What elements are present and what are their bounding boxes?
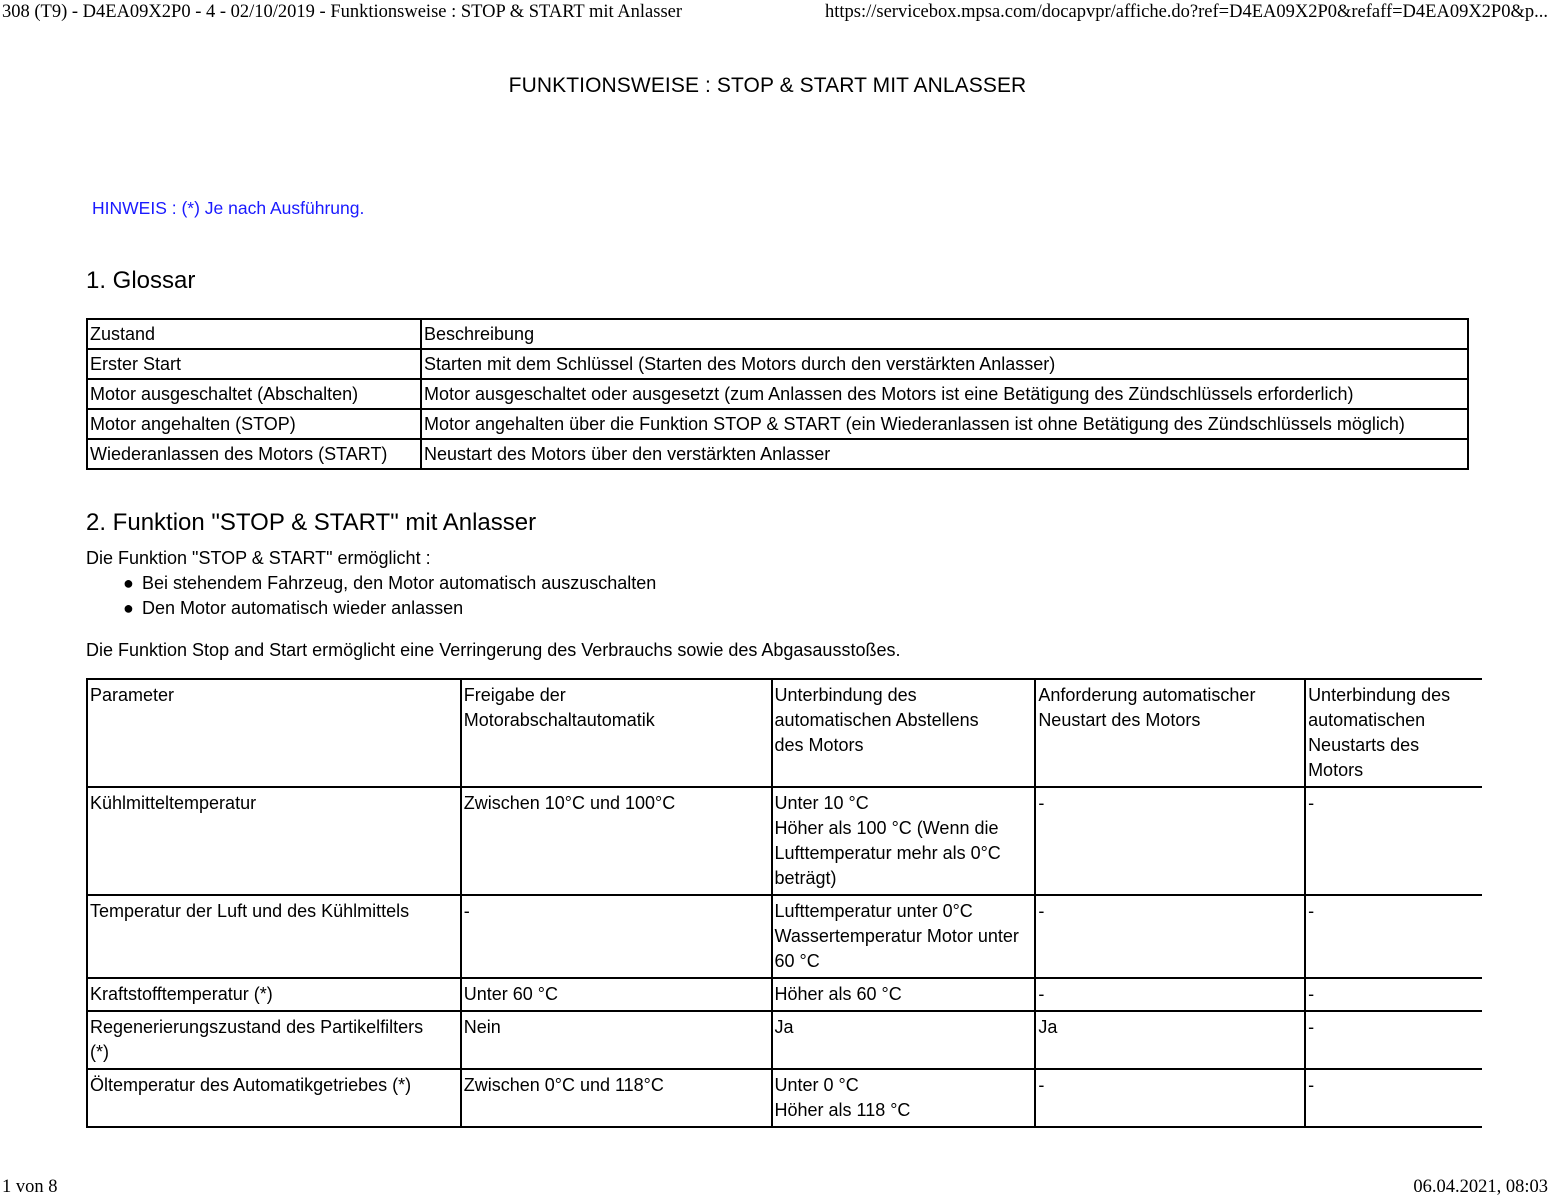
cell-line: - xyxy=(1308,1075,1315,1095)
table-cell xyxy=(461,787,772,895)
page-number: 1 von 8 xyxy=(2,1177,58,1197)
table-row xyxy=(87,439,1468,469)
glossary-description-cell: Starten mit dem Schlüssel (Starten des Motors durch den verstärkten Anlasser) xyxy=(421,349,1468,379)
table-header-cell xyxy=(1305,679,1482,787)
print-footer xyxy=(2,1176,1548,1198)
cell-line: - xyxy=(1038,901,1045,921)
cell-line: Neustart des Motors xyxy=(1038,710,1201,730)
glossary-description-cell: Motor ausgeschaltet oder ausgesetzt (zum Anlassen des Motors ist eine Betätigung des Zündschlüssels erforderlich) xyxy=(421,379,1468,409)
cell-line: - xyxy=(1038,984,1045,1004)
table-cell xyxy=(461,895,772,978)
table-header-row xyxy=(87,319,1468,349)
cell-line: Lufttemperatur unter 0°C xyxy=(774,901,973,921)
cell-line: Nein xyxy=(463,1017,501,1037)
cell-line: - xyxy=(463,901,470,921)
cell-line: Ja xyxy=(1038,1017,1058,1037)
section-heading-glossary: 1. Glossar xyxy=(86,267,196,294)
cell-line: Zwischen 0°C und 118°C xyxy=(463,1075,664,1095)
table-row xyxy=(87,1011,1482,1069)
table-cell xyxy=(461,1011,772,1069)
table-cell xyxy=(1305,1069,1482,1127)
table-cell xyxy=(772,978,1036,1011)
list-item xyxy=(86,571,656,596)
glossary-description-cell: Neustart des Motors über den verstärkten Anlasser xyxy=(421,439,1468,469)
table-cell xyxy=(772,787,1036,895)
cell-line: Wassertemperatur Motor unter xyxy=(774,926,1019,946)
cell-line: - xyxy=(1308,984,1315,1004)
note-text: HINWEIS : (*) Je nach Ausführung. xyxy=(92,198,365,218)
table-header-cell xyxy=(87,679,461,787)
glossary-description-cell: Motor angehalten über die Funktion STOP & START (ein Wiederanlassen ist ohne Betätigung des Zündschlüssels möglich) xyxy=(421,409,1468,439)
glossary-table xyxy=(86,318,1469,470)
glossary-term-cell: Wiederanlassen des Motors (START) xyxy=(87,439,421,469)
print-header-url: https://servicebox.mpsa.com/docapvpr/affiche.do?ref=D4EA09X2P0&refaff=D4EA09X2P0&p... xyxy=(824,2,1548,22)
table-row xyxy=(87,349,1468,379)
cell-line: Zwischen 10°C und 100°C xyxy=(463,793,676,813)
table-header-row xyxy=(87,679,1482,787)
bullet-icon: ● xyxy=(123,573,134,593)
cell-line: Neustarts des xyxy=(1308,735,1420,755)
cell-line: Unter 60 °C xyxy=(463,984,558,1004)
summary-text: Die Funktion Stop and Start ermöglicht eine Verringerung des Verbrauchs sowie des Abgasausstoßes. xyxy=(86,640,901,660)
cell-line: 60 °C xyxy=(774,951,820,971)
cell-line: Lufttemperatur mehr als 0°C xyxy=(774,843,1001,863)
intro-text: Die Funktion "STOP & START" ermöglicht : xyxy=(86,548,431,568)
table-cell xyxy=(772,1011,1036,1069)
table-row xyxy=(87,1069,1482,1127)
table-header-cell xyxy=(772,679,1036,787)
section-heading-function: 2. Funktion "STOP & START" mit Anlasser xyxy=(86,509,537,536)
table-cell xyxy=(1035,895,1305,978)
function-intro xyxy=(86,546,656,621)
cell-line: Unterbindung des xyxy=(774,685,917,705)
table-header-cell xyxy=(461,679,772,787)
table-cell xyxy=(87,978,461,1011)
table-cell xyxy=(1035,1069,1305,1127)
cell-line: Öltemperatur des Automatikgetriebes (*) xyxy=(90,1075,412,1095)
table-cell xyxy=(87,787,461,895)
cell-line: - xyxy=(1308,901,1315,921)
cell-line: Parameter xyxy=(90,685,175,705)
page-title: FUNKTIONSWEISE : STOP & START MIT ANLASSER xyxy=(508,74,1027,97)
glossary-term-cell: Erster Start xyxy=(87,349,421,379)
table-cell xyxy=(87,1011,461,1069)
glossary-term-cell: Motor ausgeschaltet (Abschalten) xyxy=(87,379,421,409)
table-row xyxy=(87,409,1468,439)
cell-line: Motorabschaltautomatik xyxy=(463,710,655,730)
cell-line: Unter 10 °C xyxy=(774,793,869,813)
bullet-list xyxy=(86,571,656,621)
table-cell xyxy=(772,1069,1036,1127)
table-cell xyxy=(1035,1011,1305,1069)
cell-line: Freigabe der xyxy=(463,685,566,705)
cell-line: Kraftstofftemperatur (*) xyxy=(90,984,273,1004)
list-item-text: Bei stehendem Fahrzeug, den Motor automatisch auszuschalten xyxy=(142,573,657,593)
parameters-table xyxy=(86,678,1482,1128)
table-cell xyxy=(1305,895,1482,978)
table-header-cell: Zustand xyxy=(87,319,421,349)
table-cell xyxy=(1305,978,1482,1011)
list-item-text: Den Motor automatisch wieder anlassen xyxy=(142,598,464,618)
cell-line: Temperatur der Luft und des Kühlmittels xyxy=(90,901,410,921)
cell-line: - xyxy=(1038,1075,1045,1095)
cell-line: Kühlmitteltemperatur xyxy=(90,793,257,813)
table-header-cell: Beschreibung xyxy=(421,319,1468,349)
cell-line: Unterbindung des xyxy=(1308,685,1451,705)
cell-line: Höher als 100 °C (Wenn die xyxy=(774,818,999,838)
cell-line: Unter 0 °C xyxy=(774,1075,859,1095)
table-row xyxy=(87,379,1468,409)
table-cell xyxy=(772,895,1036,978)
cell-line: Anforderung automatischer xyxy=(1038,685,1256,705)
cell-line: Höher als 60 °C xyxy=(774,984,902,1004)
print-header-document-info: 308 (T9) - D4EA09X2P0 - 4 - 02/10/2019 - Funktionsweise : STOP & START mit Anlasser xyxy=(2,2,683,22)
table-row xyxy=(87,895,1482,978)
table-cell xyxy=(1035,978,1305,1011)
bullet-icon: ● xyxy=(123,598,134,618)
glossary-term-cell: Motor angehalten (STOP) xyxy=(87,409,421,439)
table-cell xyxy=(1305,787,1482,895)
cell-line: (*) xyxy=(90,1042,109,1062)
cell-line: automatischen Abstellens xyxy=(774,710,979,730)
cell-line: beträgt) xyxy=(774,868,837,888)
cell-line: - xyxy=(1308,1017,1315,1037)
table-cell xyxy=(1035,787,1305,895)
cell-line: Ja xyxy=(774,1017,794,1037)
table-row xyxy=(87,978,1482,1011)
table-cell xyxy=(87,895,461,978)
table-row xyxy=(87,787,1482,895)
print-timestamp: 06.04.2021, 08:03 xyxy=(1413,1177,1548,1197)
cell-line: automatischen xyxy=(1308,710,1426,730)
cell-line: Motors xyxy=(1308,760,1364,780)
print-header xyxy=(2,2,1548,24)
list-item xyxy=(86,596,656,621)
cell-line: - xyxy=(1038,793,1045,813)
cell-line: Höher als 118 °C xyxy=(774,1100,911,1120)
cell-line: Regenerierungszustand des Partikelfilters xyxy=(90,1017,424,1037)
cell-line: - xyxy=(1308,793,1315,813)
table-header-cell xyxy=(1035,679,1305,787)
table-cell xyxy=(1305,1011,1482,1069)
table-cell xyxy=(461,978,772,1011)
cell-line: des Motors xyxy=(774,735,864,755)
table-cell xyxy=(461,1069,772,1127)
table-cell xyxy=(87,1069,461,1127)
